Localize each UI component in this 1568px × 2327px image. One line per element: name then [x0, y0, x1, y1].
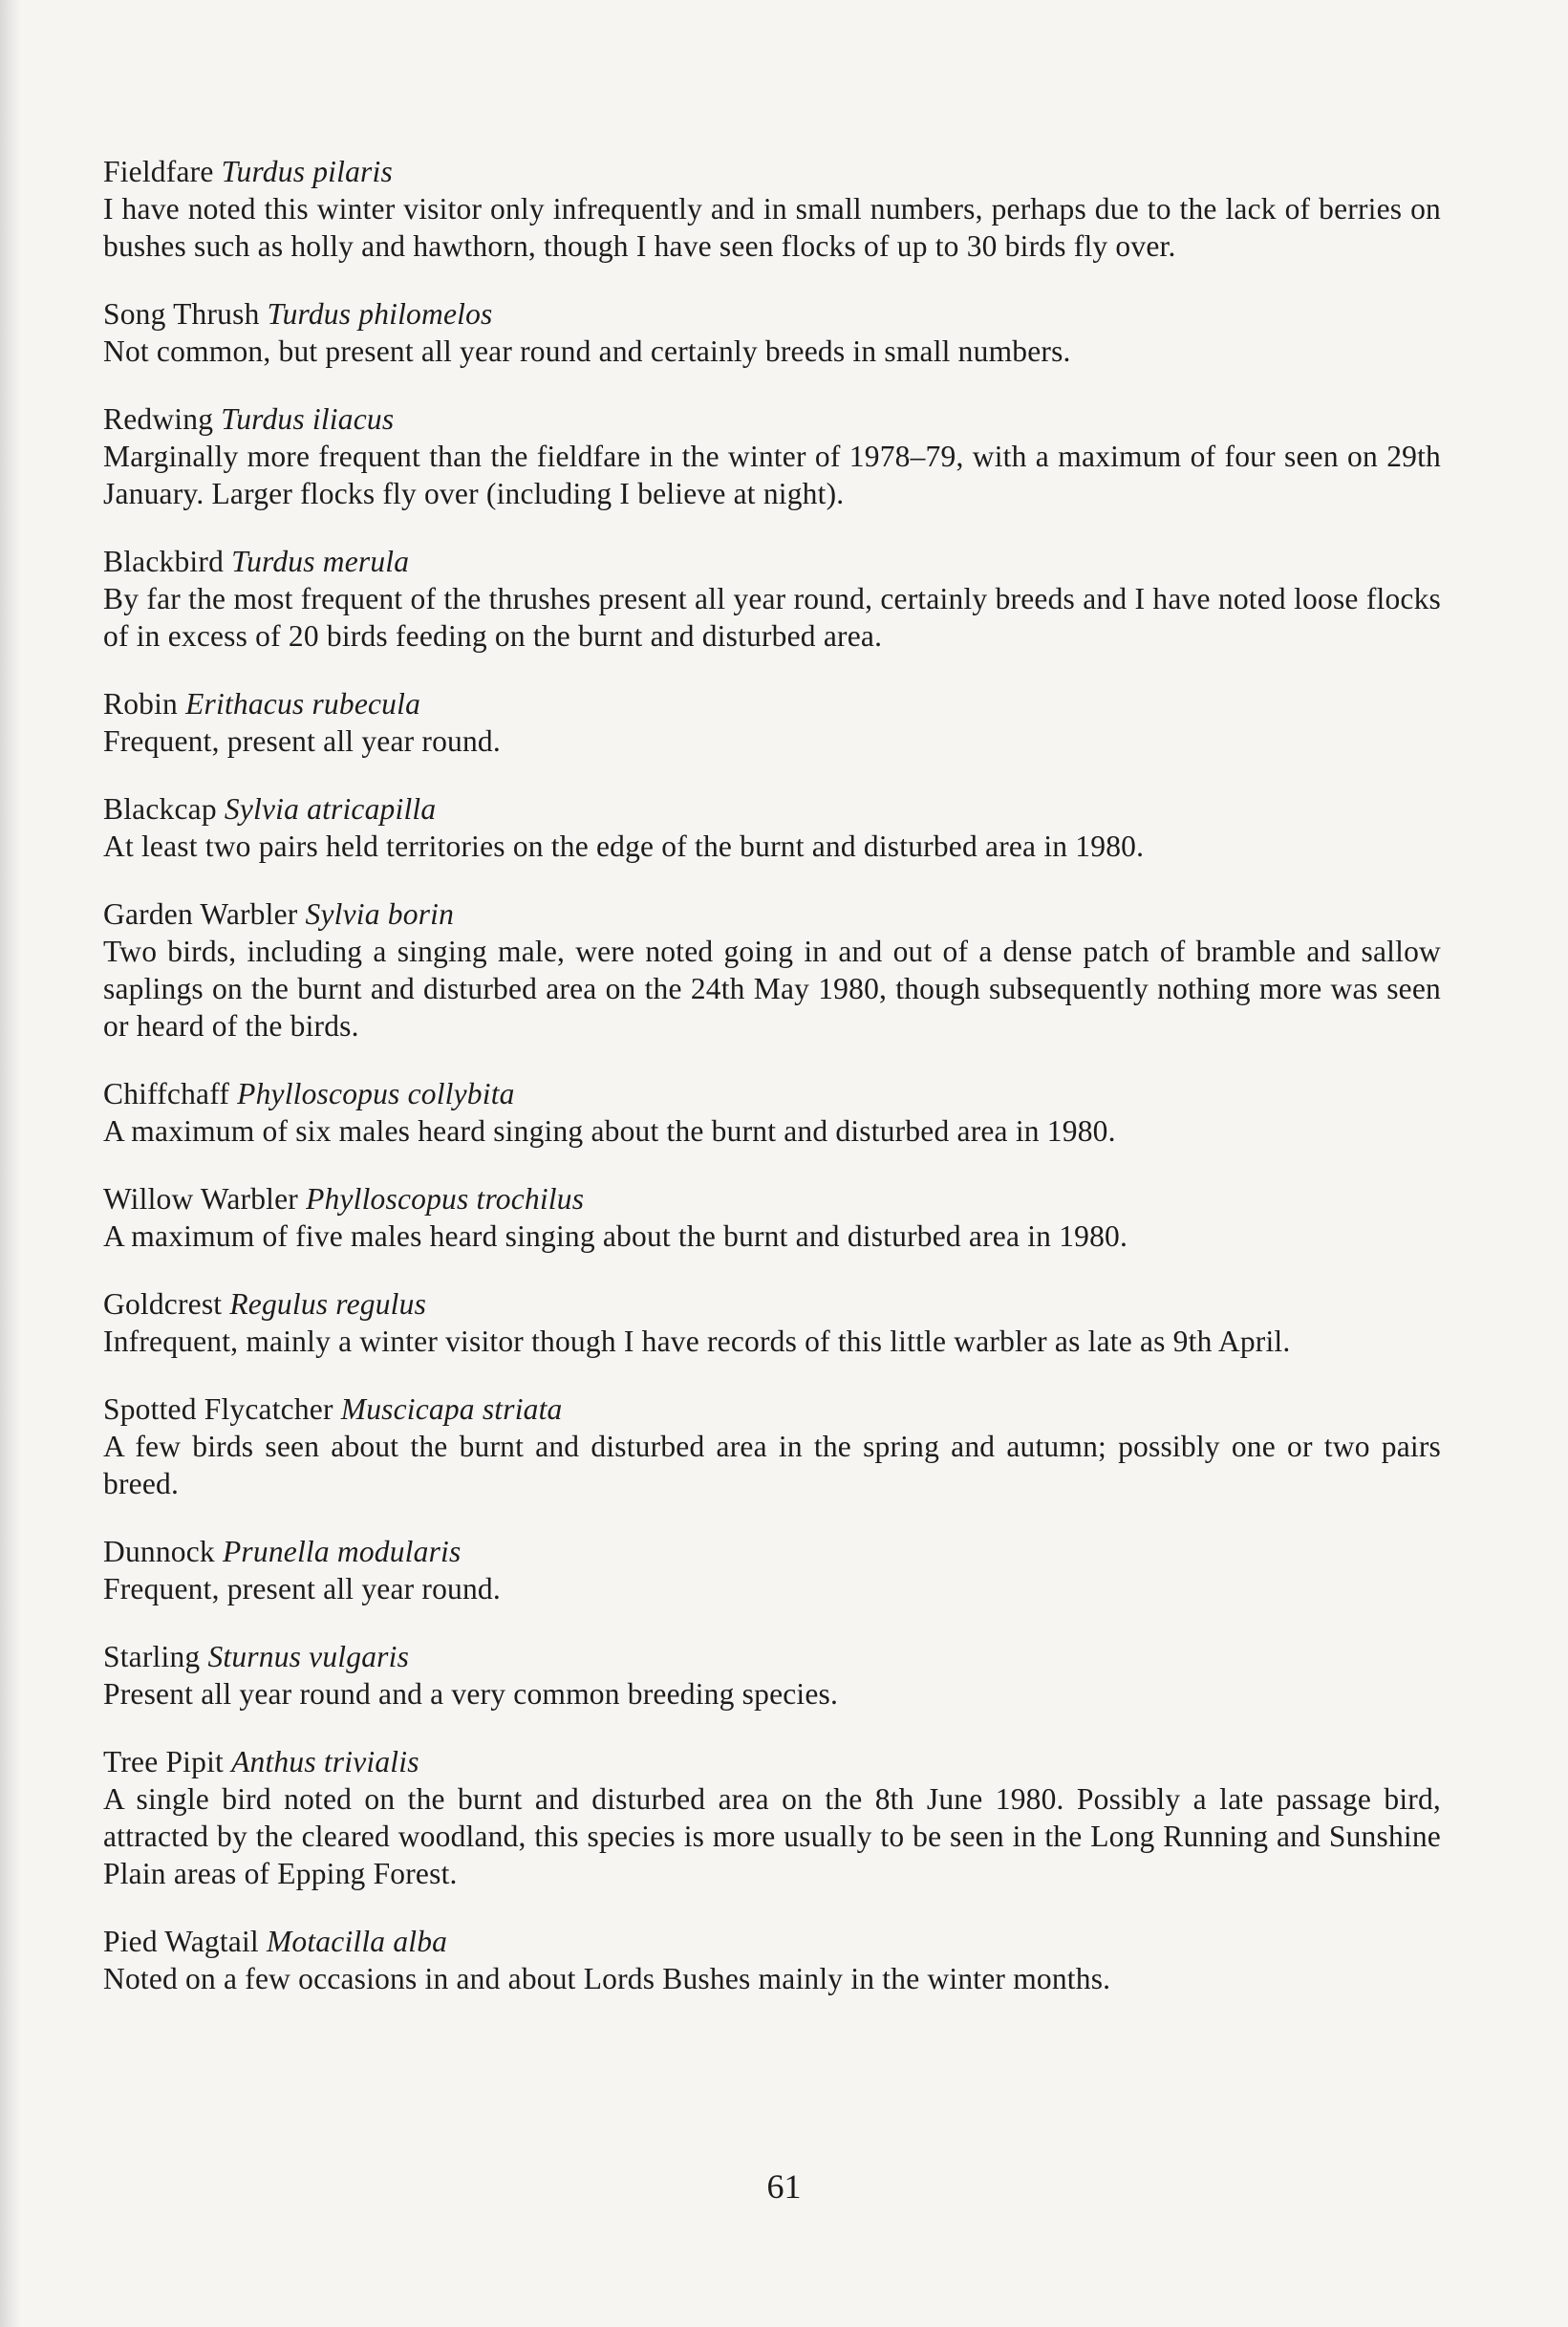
- page-number: 61: [766, 2167, 802, 2206]
- common-name: Blackbird: [103, 545, 225, 578]
- species-entry-blackcap: [103, 790, 1441, 865]
- latin-name: Muscicapa striata: [340, 1392, 563, 1426]
- species-entry-redwing: [103, 400, 1441, 512]
- species-description: A few birds seen about the burnt and disturbed area in the spring and autumn; possibly one or two pairs breed.: [103, 1430, 1441, 1500]
- species-heading: [103, 1743, 1441, 1780]
- species-description: A single bird noted on the burnt and disturbed area on the 8th June 1980. Possibly a late passage bird, attracted by the cleared woodland, this species is more usually to be seen in the Long Running and Sunshine Plain areas of Epping Forest.: [103, 1782, 1441, 1890]
- species-heading: [103, 400, 1441, 438]
- species-heading: [103, 1390, 1441, 1428]
- species-entry-spotted-flycatcher: [103, 1390, 1441, 1502]
- common-name: Blackcap: [103, 792, 217, 826]
- species-entry-goldcrest: [103, 1285, 1441, 1360]
- species-heading: [103, 1285, 1441, 1323]
- common-name: Fieldfare: [103, 155, 214, 188]
- common-name: Willow Warbler: [103, 1182, 298, 1216]
- latin-name: Prunella modularis: [222, 1535, 462, 1568]
- latin-name: Phylloscopus trochilus: [306, 1182, 585, 1216]
- latin-name: Phylloscopus collybita: [237, 1077, 515, 1110]
- species-description: Frequent, present all year round.: [103, 1572, 501, 1605]
- latin-name: Turdus pilaris: [221, 155, 393, 188]
- common-name: Robin: [103, 687, 179, 721]
- common-name: Starling: [103, 1640, 201, 1673]
- species-entry-tree-pipit: [103, 1743, 1441, 1892]
- species-description: Not common, but present all year round and certainly breeds in small numbers.: [103, 334, 1071, 368]
- common-name: Song Thrush: [103, 297, 260, 331]
- species-heading: [103, 1075, 1441, 1112]
- species-heading: [103, 295, 1441, 333]
- species-entry-dunnock: [103, 1533, 1441, 1607]
- species-list: [103, 153, 1441, 2028]
- species-entry-pied-wagtail: [103, 1923, 1441, 1997]
- species-entry-starling: [103, 1638, 1441, 1713]
- species-heading: [103, 1923, 1441, 1960]
- species-entry-willow-warbler: [103, 1180, 1441, 1255]
- species-entry-fieldfare: [103, 153, 1441, 265]
- species-description: Frequent, present all year round.: [103, 724, 501, 758]
- latin-name: Turdus philomelos: [267, 297, 493, 331]
- latin-name: Motacilla alba: [266, 1925, 448, 1958]
- latin-name: Turdus iliacus: [221, 402, 395, 436]
- species-heading: [103, 685, 1441, 722]
- species-heading: [103, 153, 1441, 190]
- species-description: A maximum of six males heard singing about the burnt and disturbed area in 1980.: [103, 1114, 1116, 1148]
- species-description: I have noted this winter visitor only infrequently and in small numbers, perhaps due to the lack of berries on bushes such as holly and hawthorn, though I have seen flocks of up to 30 birds fly over.: [103, 192, 1441, 263]
- common-name: Spotted Flycatcher: [103, 1392, 333, 1426]
- species-description: At least two pairs held territories on the edge of the burnt and disturbed area in 1980.: [103, 830, 1145, 863]
- species-heading: [103, 790, 1441, 828]
- species-heading: [103, 1180, 1441, 1217]
- species-description: A maximum of five males heard singing about the burnt and disturbed area in 1980.: [103, 1219, 1128, 1253]
- species-description: Two birds, including a singing male, were noted going in and out of a dense patch of bramble and sallow saplings on the burnt and disturbed area on the 24th May 1980, though subsequently nothing more was seen or heard of the birds.: [103, 935, 1441, 1043]
- common-name: Garden Warbler: [103, 897, 298, 931]
- common-name: Tree Pipit: [103, 1745, 224, 1778]
- common-name: Pied Wagtail: [103, 1925, 259, 1958]
- species-description: Present all year round and a very common breeding species.: [103, 1677, 839, 1711]
- scan-edge-shadow: [0, 0, 21, 2327]
- common-name: Chiffchaff: [103, 1077, 230, 1110]
- latin-name: Erithacus rubecula: [185, 687, 421, 721]
- species-description: By far the most frequent of the thrushes present all year round, certainly breeds and I have noted loose flocks of in excess of 20 birds feeding on the burnt and disturbed area.: [103, 582, 1441, 653]
- latin-name: Sylvia borin: [305, 897, 455, 931]
- species-description: Marginally more frequent than the fieldfare in the winter of 1978–79, with a maximum of four seen on 29th January. Larger flocks fly over (including I believe at night).: [103, 440, 1441, 510]
- latin-name: Regulus regulus: [229, 1287, 427, 1321]
- latin-name: Anthus trivialis: [231, 1745, 419, 1778]
- species-heading: [103, 1638, 1441, 1675]
- species-heading: [103, 1533, 1441, 1570]
- species-entry-robin: [103, 685, 1441, 760]
- species-entry-song-thrush: [103, 295, 1441, 370]
- common-name: Redwing: [103, 402, 214, 436]
- species-description: Infrequent, mainly a winter visitor though I have records of this little warbler as late as 9th April.: [103, 1325, 1291, 1358]
- common-name: Goldcrest: [103, 1287, 223, 1321]
- species-entry-garden-warbler: [103, 895, 1441, 1045]
- species-heading: [103, 543, 1441, 580]
- common-name: Dunnock: [103, 1535, 215, 1568]
- species-heading: [103, 895, 1441, 933]
- latin-name: Sturnus vulgaris: [207, 1640, 410, 1673]
- latin-name: Turdus merula: [231, 545, 410, 578]
- latin-name: Sylvia atricapilla: [224, 792, 437, 826]
- species-description: Noted on a few occasions in and about Lords Bushes mainly in the winter months.: [103, 1962, 1111, 1995]
- species-entry-chiffchaff: [103, 1075, 1441, 1150]
- species-entry-blackbird: [103, 543, 1441, 655]
